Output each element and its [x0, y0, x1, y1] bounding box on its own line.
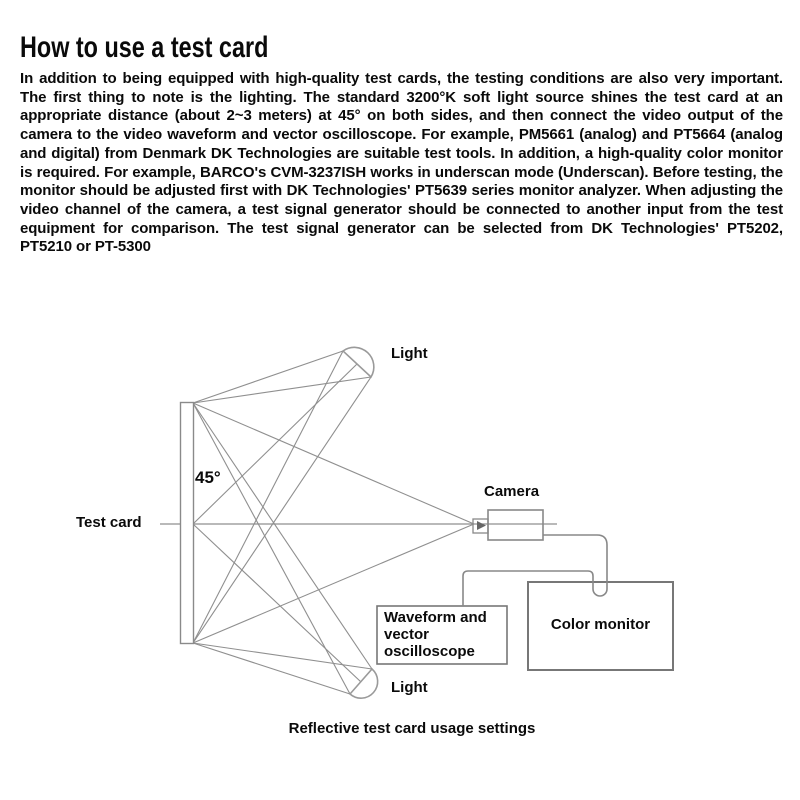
color-monitor-label: Color monitor [550, 616, 651, 633]
light-bottom-label: Light [391, 679, 428, 696]
page-title: How to use a test card [20, 31, 269, 64]
reflective-test-card-diagram [0, 300, 800, 800]
camera-label: Camera [484, 483, 540, 500]
angle-label: 45° [195, 468, 221, 487]
test-card-label: Test card [76, 514, 142, 531]
bottom-lamp-icon [350, 669, 378, 698]
oscilloscope-label: Waveform and vector oscilloscope [384, 609, 487, 660]
intro-paragraph: In addition to being equipped with high-quality test cards, the testing conditions are also very important. The first thing to note is the lighting. The standard 3200°K soft light source shines the test card at an appropriate distance (about 2~3 meters) at 45° on both sides, and then connect the video output of the camera to the video waveform and vector oscilloscope. For example, PM5661 (analog) and PT5664 (analog and digital) from Denmark DK Technologies are suitable test tools. In addition, a high-quality color monitor is required. For example, BARCO's CVM-3237ISH works in underscan mode (Underscan). Before testing, the monitor should be adjusted first with DK Technologies' PT5639 series monitor analyzer. When adjusting the video channel of the camera, a test signal generator should be connected to another input from the test equipment for comparison. The test signal generator can be selected from DK Technologies' PT5202, PT5210 or PT-5300 [20, 70, 783, 256]
camera-box [488, 510, 543, 540]
light-top-label: Light [391, 345, 428, 362]
camera-arrow-icon [477, 521, 486, 530]
diagram-caption: Reflective test card usage settings [288, 720, 536, 737]
test-card-shape [181, 403, 194, 644]
